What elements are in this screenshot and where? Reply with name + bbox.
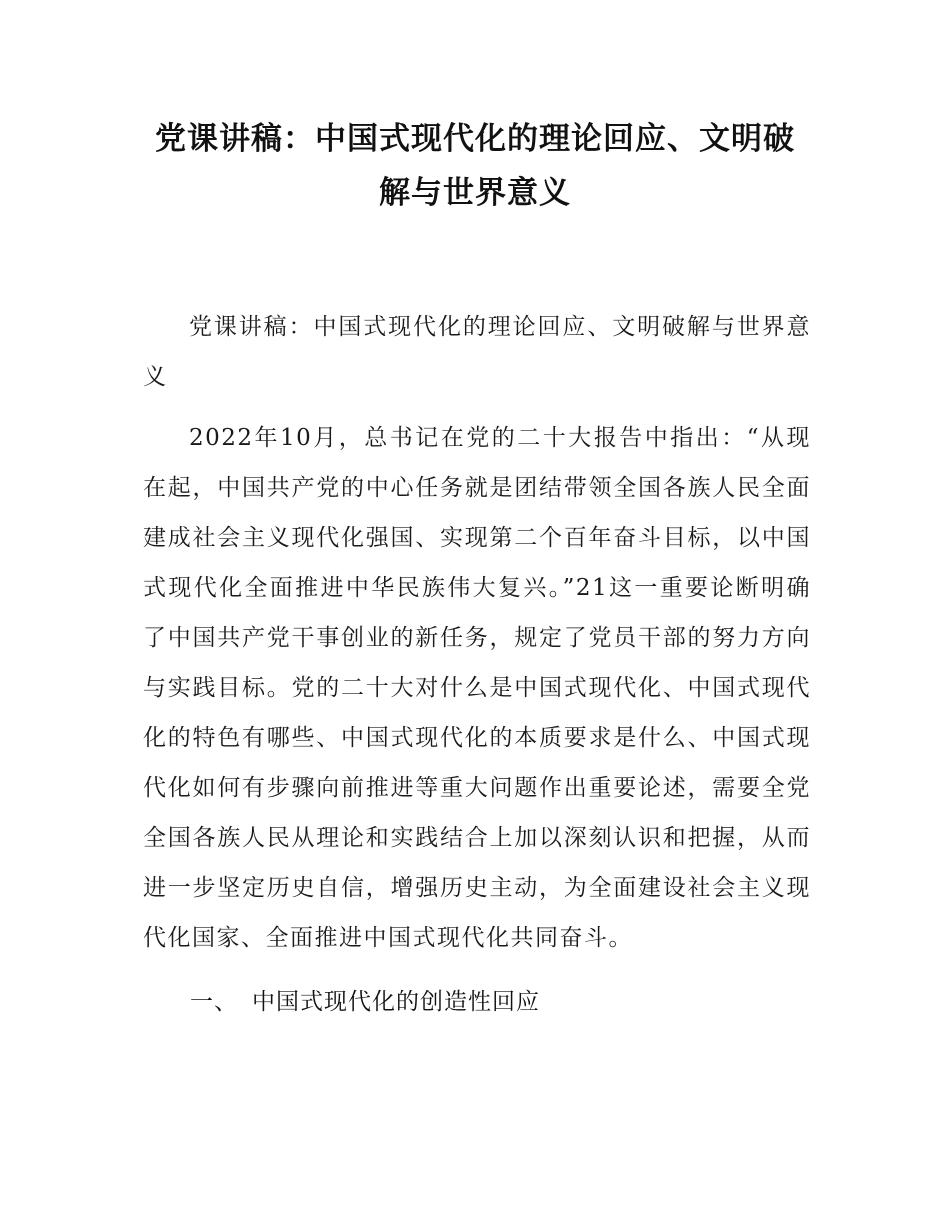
section-heading: [190, 982, 540, 1022]
document-title: 党课讲稿：中国式现代化的理论回应、文明破解与世界意义: [155, 121, 795, 211]
section-heading-number: 一、: [190, 989, 238, 1015]
section-heading-text: 中国式现代化的创造性回应: [252, 989, 540, 1015]
intro-paragraph: 党课讲稿：中国式现代化的理论回应、文明破解与世界意义: [143, 314, 811, 390]
body-paragraph: 2022年10月，总书记在党的二十大报告中指出：“从现在起，中国共产党的中心任务就是团结带领全国各族人民全面建成社会主义现代化强国、实现第二个百年奋斗目标，以中国式现代化全面推进中华民族伟大复兴。”21这一重要论断明确了中国共产党干事创业的新任务，规定了党员干部的努力方向与实践目标。党的二十大对什么是中国式现代化、中国式现代化的特色有哪些、中国式现代化的本质要求是什么、中国式现代化如何有步骤向前推进等重大问题作出重要论述，需要全党全国各族人民从理论和实践结合上加以深刻认识和把握，从而进一步坚定历史自信，增强历史主动，为全面建设社会主义现代化国家、全面推进中国式现代化共同奋斗。: [143, 425, 811, 951]
